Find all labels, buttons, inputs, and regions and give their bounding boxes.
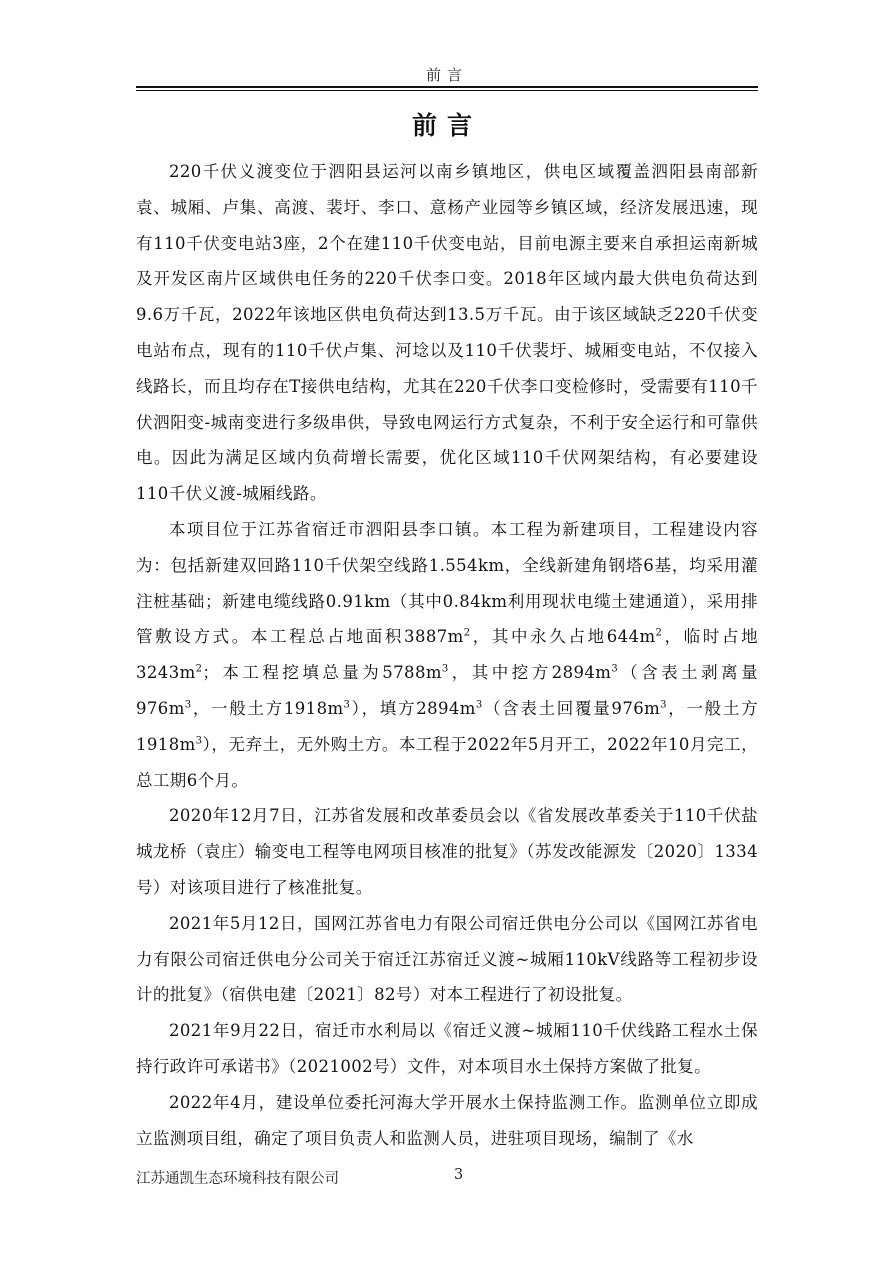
running-header: 前言 <box>425 66 468 84</box>
paragraph-4: 2021年5月12日，国网江苏省电力有限公司宿迁供电分公司以《国网江苏省电力有限公司宿迁供电分公司关于宿迁江苏宿迁义渡~城厢110kV线路等工程初步设计的批复》（宿供电建〔2021〕82号）对本工程进行了初设批复。 <box>136 913 758 1005</box>
body-text <box>136 154 758 1156</box>
header-rule-thick <box>136 86 758 88</box>
paragraph-6: 2022年4月，建设单位委托河海大学开展水土保持监测工作。监测单位立即成立监测项目组，确定了项目负责人和监测人员，进驻项目现场，编制了《水 <box>136 1092 758 1148</box>
page-number: 3 <box>454 1167 464 1183</box>
paragraph-3: 2020年12月7日，江苏省发展和改革委员会以《省发展改革委关于110千伏盐城龙桥（袁庄）输变电工程等电网项目核准的批复》（苏发改能源发〔2020〕1334号）对该项目进行了核准批复。 <box>136 806 758 897</box>
paragraph-2: 本项目位于江苏省宿迁市泗阳县李口镇。本工程为新建项目，工程建设内容为：包括新建双回路110千伏架空线路1.554km，全线新建角钢塔6基，均采用灌注桩基础；新建电缆线路0.91km（其中0.84km利用现状电缆土建通道），采用排管敷设方式。本工程总占地面积$3887m^2$，其中永久占地$644m^2$，临时占地$3243m^2$；本工程挖填总量为$5788m^3$，其中挖方$2894m^3$（含表土剥离量$976m^3$，一般土方$1918m^3$），填方$2894m^3$（含表土回覆量$976m^3$，一般土方$1918m^3$），无弃土，无外购土方。本工程于2022年5月开工，2022年10月完工，总工期6个月。 <box>136 519 759 790</box>
paragraph-1: 220千伏义渡变位于泗阳县运河以南乡镇地区，供电区域覆盖泗阳县南部新袁、城厢、卢集、高渡、裴圩、李口、意杨产业园等乡镇区域，经济发展迅速，现有110千伏变电站3座，2个在建110千伏变电站，目前电源主要来自承担运南新城及开发区南片区域供电任务的220千伏李口变。2018年区域内最大供电负荷达到9.6万千瓦，2022年该地区供电负荷达到13.5万千瓦。由于该区域缺乏220千伏变电站布点，现有的110千伏卢集、河埝以及110千伏裴圩、城厢变电站，不仅接入线路长，而且均存在T接供电结构，尤其在220千伏李口变检修时，受需要有110千伏泗阳变-城南变进行多级串供，导致电网运行方式复杂，不利于安全运行和可靠供电。因此为满足区域内负荷增长需要，优化区域110千伏网架结构，有必要建设110千伏义渡-城厢线路。 <box>136 162 758 504</box>
page-title: 前言 <box>411 111 482 140</box>
paragraph-5: 2021年9月22日，宿迁市水利局以《宿迁义渡~城厢110千伏线路工程水土保持行政许可承诺书》（2021002号）文件，对本项目水土保持方案做了批复。 <box>136 1021 758 1076</box>
footer-company: 江苏通凯生态环境科技有限公司 <box>136 1171 339 1187</box>
header-rule-thin <box>136 90 758 91</box>
